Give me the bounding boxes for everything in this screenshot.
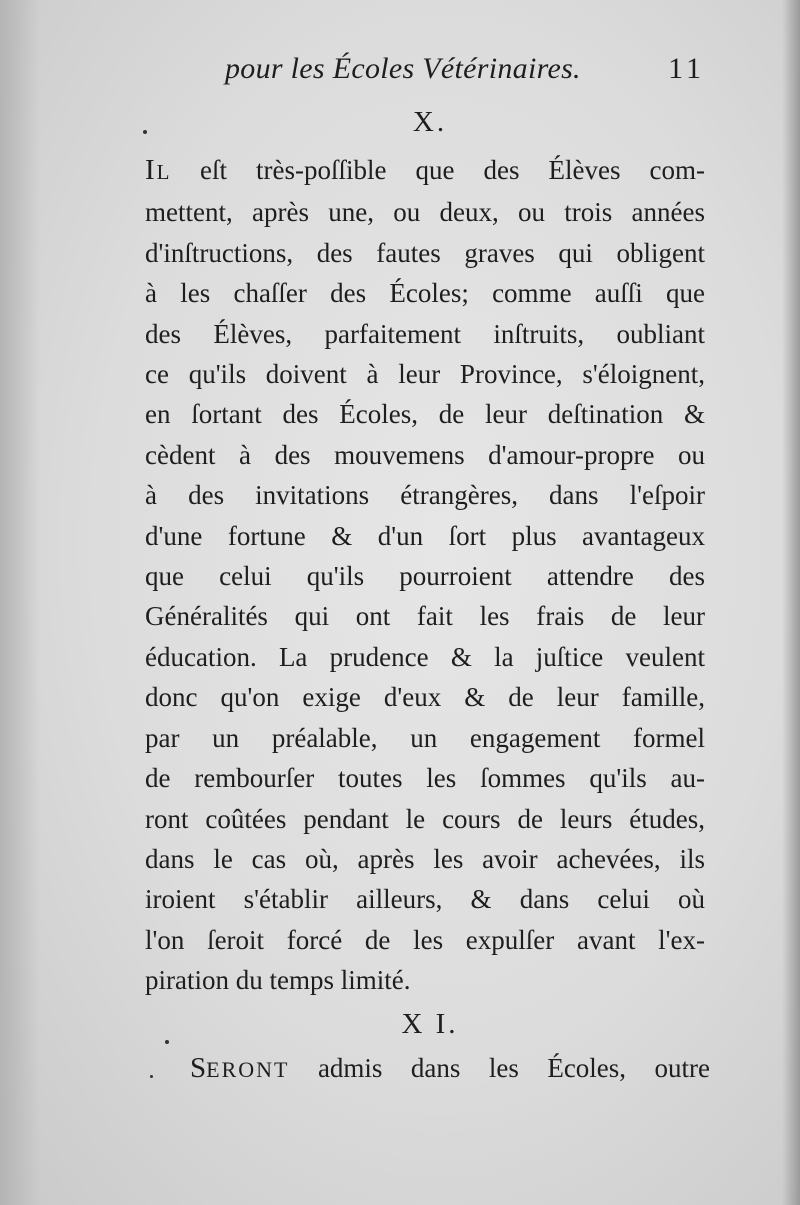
- page-number: 11: [668, 52, 705, 85]
- ink-speck: [165, 1040, 169, 1044]
- opening-small-caps: L: [156, 160, 171, 184]
- paragraph-line: d'inſtructions, des fautes graves qui obligent: [145, 237, 705, 268]
- paragraph-line: à les chaſſer des Écoles; comme auſſi que: [145, 278, 705, 309]
- section-xi-opening-line: [190, 1052, 710, 1085]
- paragraph-line: en ſortant des Écoles, de leur deſtination &: [145, 399, 705, 430]
- paragraph-line: l'on ſeroit forcé de les expulſer avant l'ex-: [145, 924, 705, 955]
- ink-speck: [150, 1075, 153, 1078]
- paragraph-line: ront coûtées pendant le cours de leurs études,: [145, 803, 705, 834]
- paragraph-line: Généralités qui ont fait les frais de leur: [145, 601, 705, 632]
- paragraph-line: iroient s'établir ailleurs, & dans celui où: [145, 884, 705, 915]
- paragraph-line: [145, 150, 705, 192]
- section-xi-text: admis dans les Écoles, outre: [289, 1053, 710, 1083]
- paragraph-line: piration du temps limité.: [145, 965, 411, 996]
- running-title: pour les Écoles Vétérinaires.: [225, 52, 581, 85]
- paragraph-line: éducation. La prudence & la juſtice veulent: [145, 641, 705, 672]
- paragraph-line: des Élèves, parfaitement inſtruits, oubliant: [145, 318, 705, 349]
- paragraph-line-text: eſt très-poſſible que des Élèves com-: [171, 155, 705, 185]
- paragraph-line: ce qu'ils doivent à leur Province, s'éloignent,: [145, 359, 705, 390]
- paragraph-line: dans le cas où, après les avoir achevées, ils: [145, 843, 705, 874]
- section-xi-initial: S: [190, 1052, 207, 1084]
- page-header: [225, 52, 705, 96]
- paragraph-line: par un préalable, un engagement formel: [145, 722, 705, 753]
- paragraph-line: à des invitations étrangères, dans l'eſpoir: [145, 480, 705, 511]
- section-number-xi: X I.: [401, 1008, 459, 1040]
- paragraph-line: de rembourſer toutes les ſommes qu'ils au-: [145, 763, 705, 794]
- section-xi-small-caps: ERONT: [206, 1057, 290, 1082]
- section-x-paragraph: [145, 150, 705, 1001]
- paragraph-line: que celui qu'ils pourroient attendre des: [145, 561, 705, 592]
- ink-speck: [143, 130, 147, 134]
- drop-cap: I: [145, 154, 157, 186]
- paragraph-line: donc qu'on exige d'eux & de leur famille,: [145, 682, 705, 713]
- paragraph-line: cèdent à des mouvemens d'amour-propre ou: [145, 439, 705, 470]
- paragraph-line: d'une fortune & d'un ſort plus avantageux: [145, 520, 705, 551]
- section-number-x: X.: [412, 106, 448, 138]
- paragraph-line: mettent, après une, ou deux, ou trois années: [145, 197, 705, 228]
